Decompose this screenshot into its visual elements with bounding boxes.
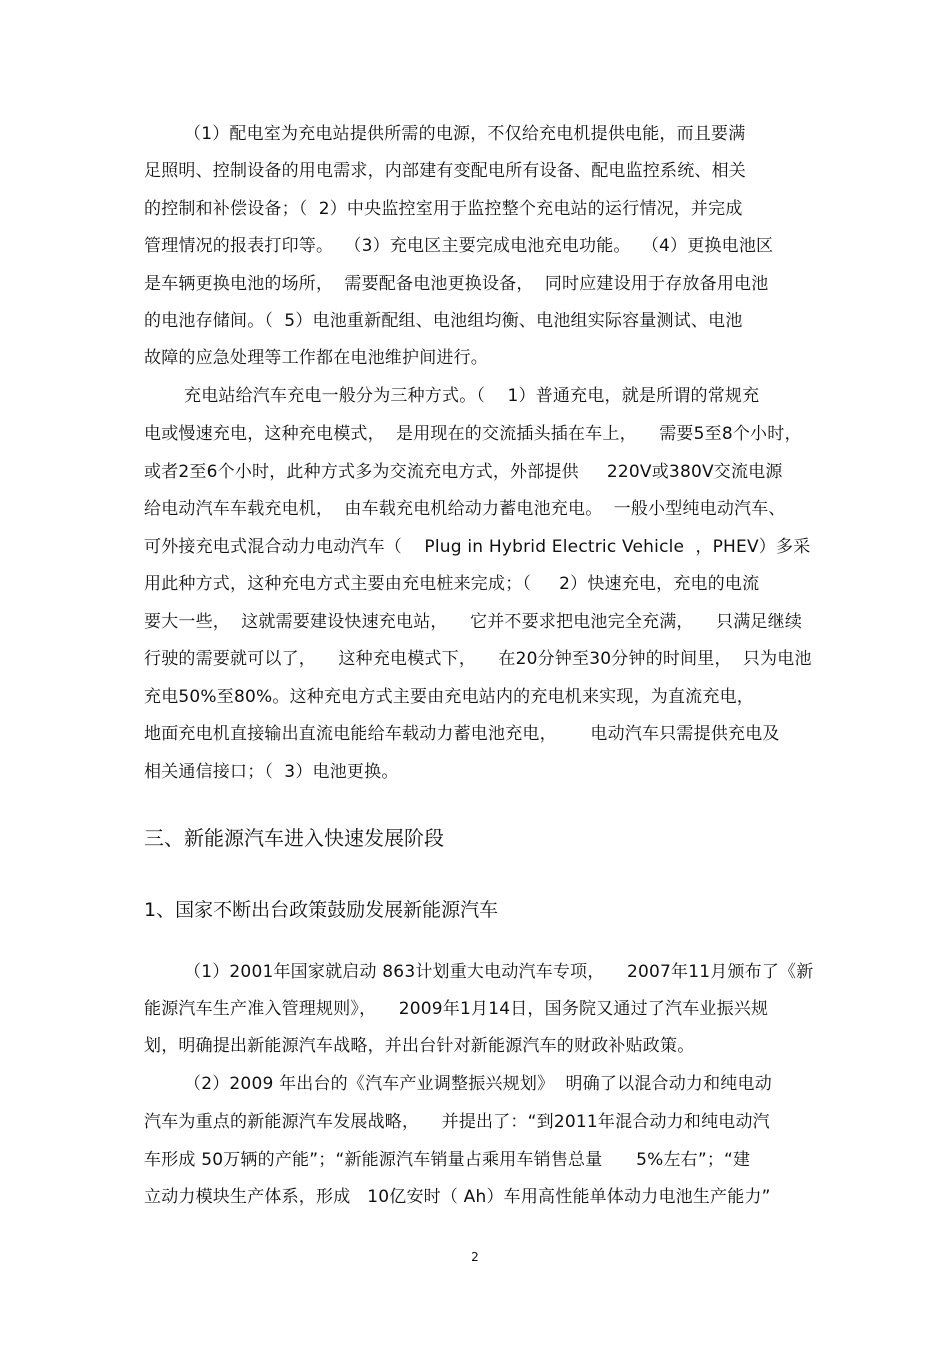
text-line: （2）2009 年出台的《汽车产业调整振兴规划》 明确了以混合动力和纯电动 xyxy=(184,1074,772,1094)
text-line: 管理情况的报表打印等。 （3）充电区主要完成电池充电功能。 （4）更换电池区 xyxy=(144,236,774,256)
text-line: （1）配电室为充电站提供所需的电源，不仅给充电机提供电能，而且要满 xyxy=(184,124,746,144)
text-line: （1）2001年国家就启动 863计划重大电动汽车专项， 2007年11月颁布了《新 xyxy=(184,962,814,982)
text-line: 划，明确提出新能源汽车战略，并出台针对新能源汽车的财政补贴政策。 xyxy=(144,1036,695,1056)
text-line: 相关通信接口；（ 3）电池更换。 xyxy=(144,762,399,782)
text-line: 是车辆更换电池的场所， 需要配备电池更换设备， 同时应建设用于存放备用电池 xyxy=(144,274,769,294)
text-line: 用此种方式，这种充电方式主要由充电桩来完成；（ 2）快速充电，充电的电流 xyxy=(144,574,760,594)
text-line: 汽车为重点的新能源汽车发展战略， 并提出了：“到2011年混合动力和纯电动汽 xyxy=(144,1112,770,1132)
text-line: 地面充电机直接输出直流电能给车载动力蓄电池充电， 电动汽车只需提供充电及 xyxy=(144,724,780,744)
text-line: 给电动汽车车载充电机， 由车载充电机给动力蓄电池充电。 一般小型纯电动汽车、 xyxy=(144,499,786,519)
text-line: 的控制和补偿设备；（ 2）中央监控室用于监控整个充电站的运行情况，并完成 xyxy=(144,199,743,219)
text-line: 立动力模块生产体系，形成 10亿安时（ Ah）车用高性能单体动力电池生产能力” xyxy=(144,1187,771,1207)
text-line: 或者2至6个小时，此种方式多为交流充电方式，外部提供 220V或380V交流电源 xyxy=(144,462,783,482)
text-line: 充电站给汽车充电一般分为三种方式。（ 1）普通充电，就是所谓的常规充 xyxy=(184,386,760,406)
text-line: 电或慢速充电，这种充电模式， 是用现在的交流插头插在车上， 需要5至8个小时， xyxy=(144,424,802,444)
text-line: 的电池存储间。（ 5）电池重新配组、电池组均衡、电池组实际容量测试、电池 xyxy=(144,311,743,331)
section-heading: 三、新能源汽车进入快速发展阶段 xyxy=(144,826,444,850)
text-line: 充电50%至80%。这种充电方式主要由充电站内的充电机来实现，为直流充电， xyxy=(144,687,754,707)
subsection-heading: 1、国家不断出台政策鼓励发展新能源汽车 xyxy=(144,899,499,921)
text-line: 行驶的需要就可以了， 这种充电模式下， 在20分钟至30分钟的时间里， 只为电池 xyxy=(144,649,812,669)
text-line: 足照明、控制设备的用电需求，内部建有变配电所有设备、配电监控系统、相关 xyxy=(144,161,746,181)
page-number: 2 xyxy=(471,1250,479,1264)
text-line: 能源汽车生产准入管理规则》， 2009年1月14日，国务院又通过了汽车业振兴规 xyxy=(144,999,769,1019)
text-line: 车形成 50万辆的产能”；“新能源汽车销量占乘用车销售总量 5%左右”；“建 xyxy=(144,1150,751,1170)
text-line: 要大一些， 这就需要建设快速充电站， 它并不要求把电池完全充满， 只满足继续 xyxy=(144,612,803,632)
text-line: 可外接充电式混合动力电动汽车（ Plug in Hybrid Electric Vehicle ，PHEV）多采 xyxy=(144,537,811,557)
text-line: 故障的应急处理等工作都在电池维护间进行。 xyxy=(144,348,488,368)
